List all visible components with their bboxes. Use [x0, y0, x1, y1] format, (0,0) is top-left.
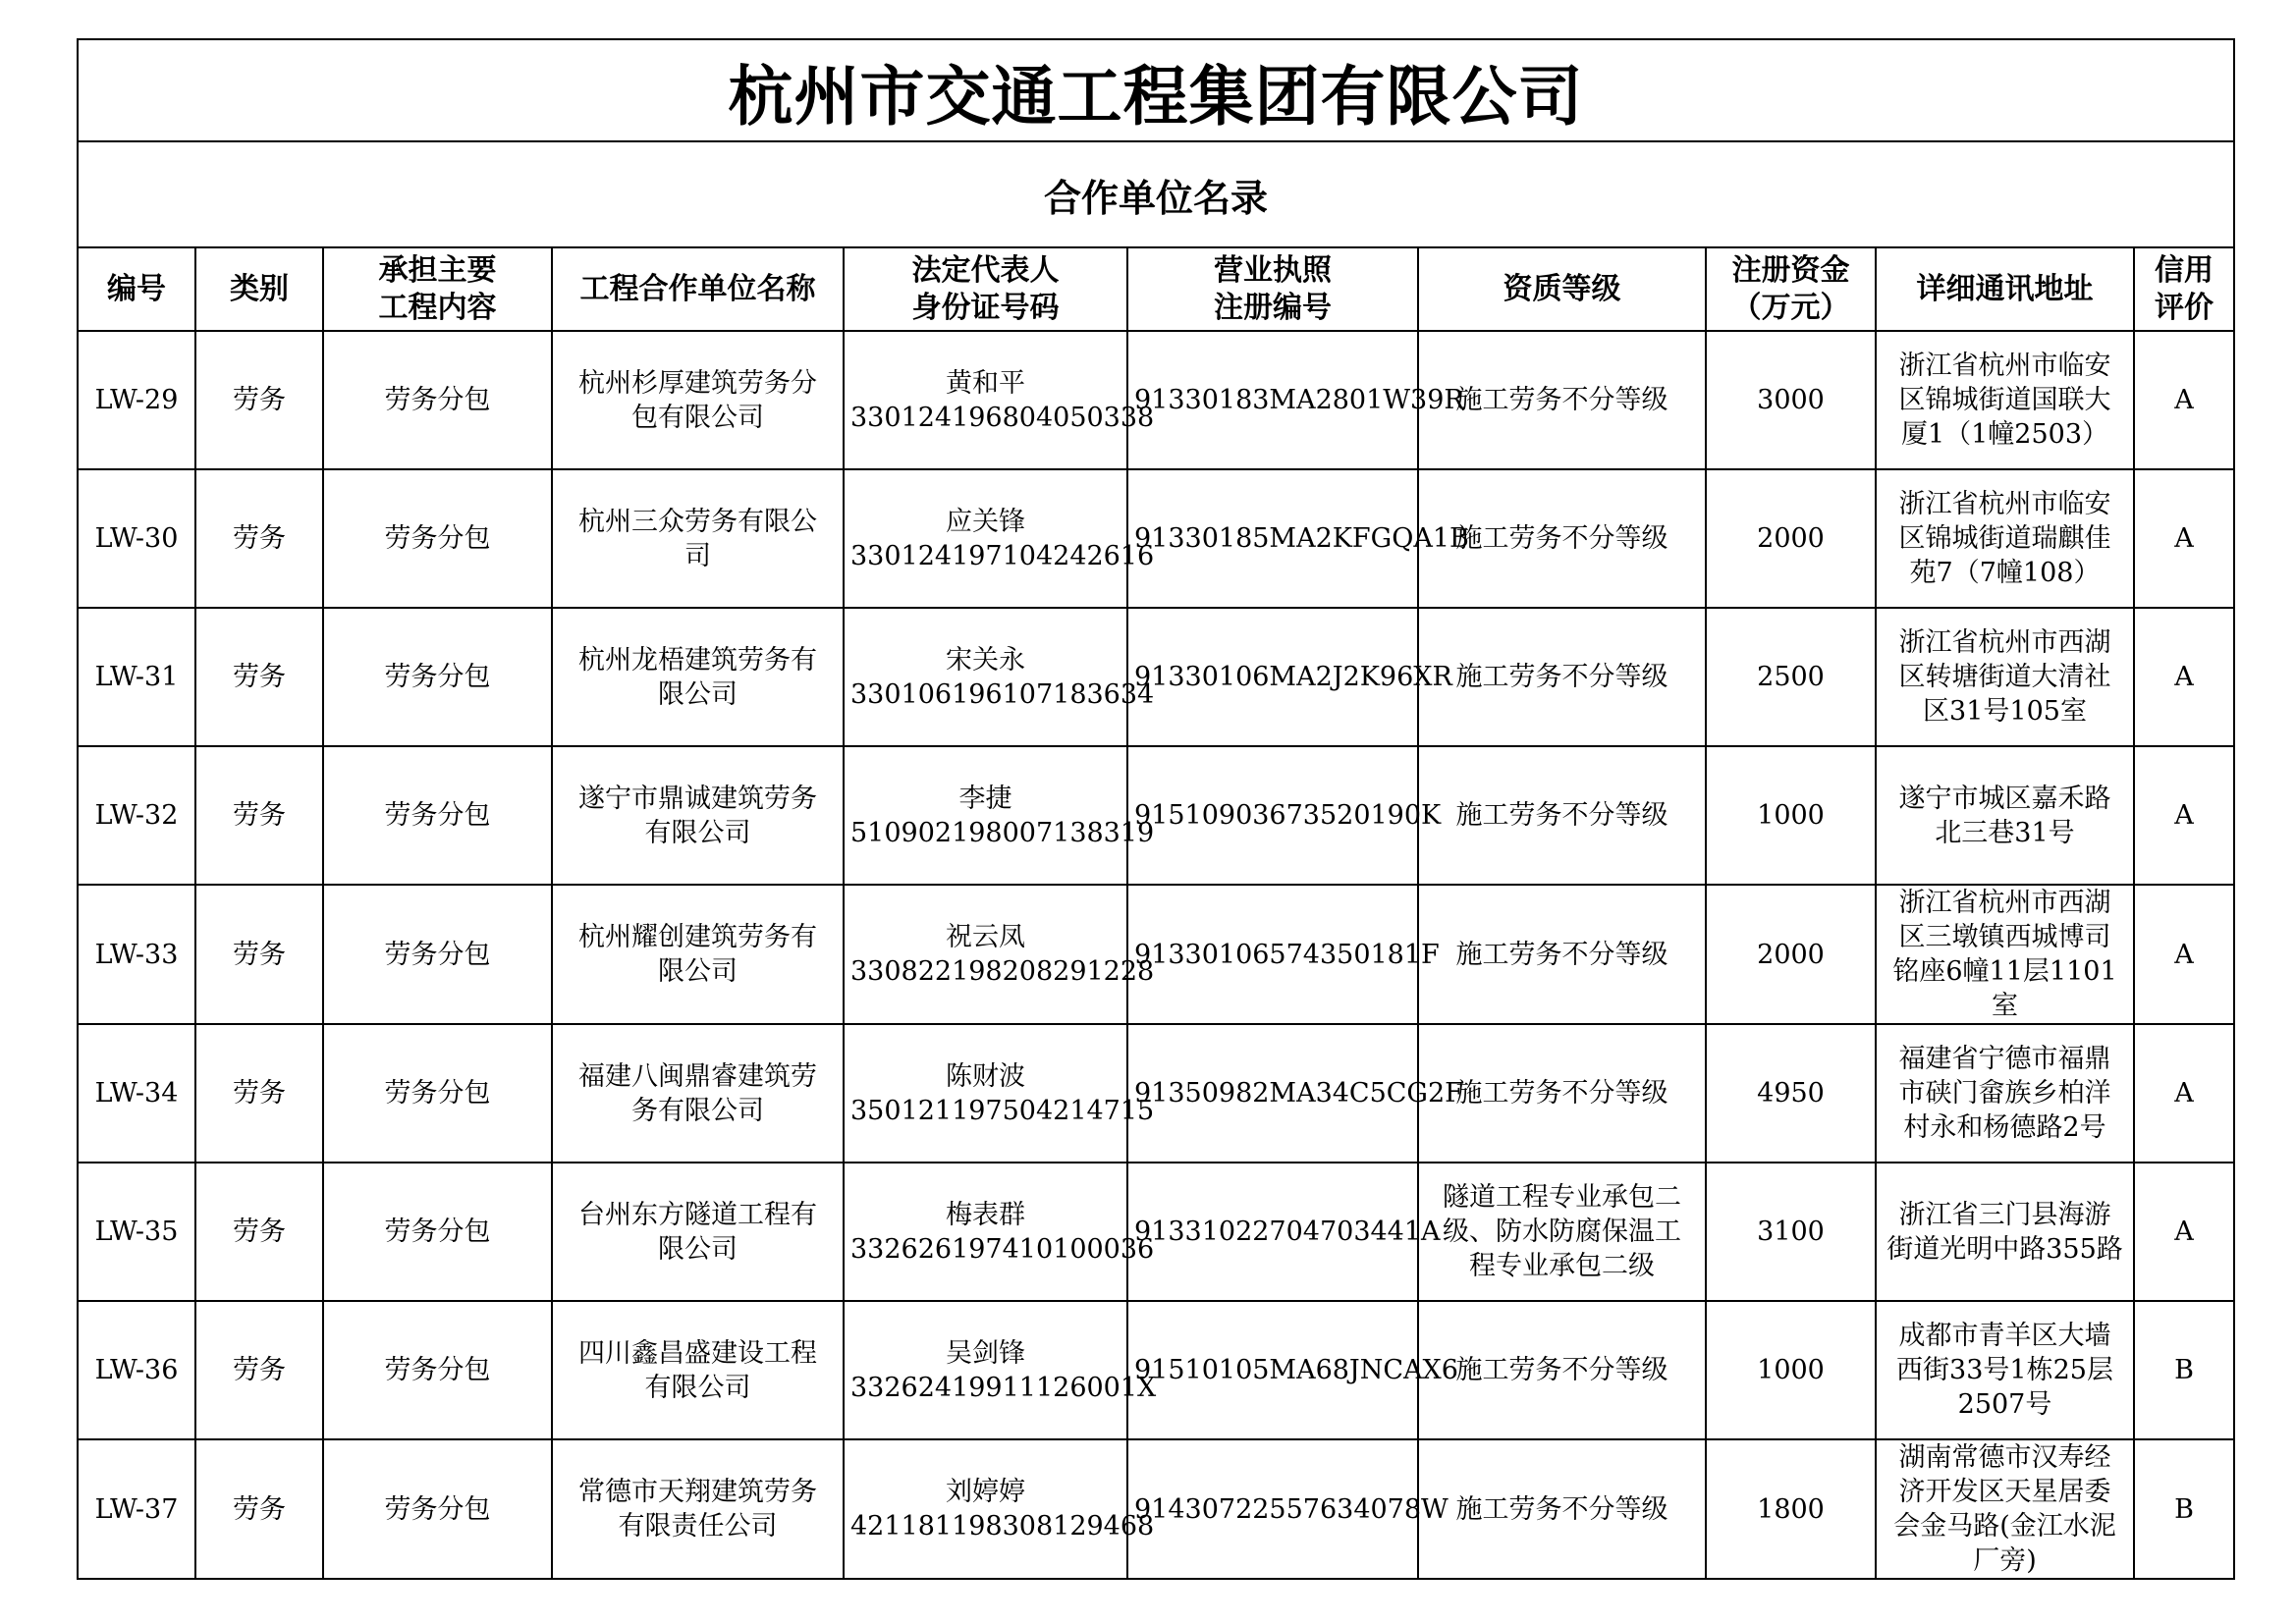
cell-credit: A	[2134, 885, 2234, 1024]
cell-address-line: 区三墩镇西城博司	[1898, 922, 2111, 952]
cell-qualification-line: 隧道工程专业承包二	[1443, 1182, 1681, 1213]
cell-credit: A	[2134, 608, 2234, 746]
cell-scope: 劳务分包	[323, 1301, 552, 1439]
cell-company-name-line: 包有限公司	[631, 402, 764, 433]
cell-legal-rep	[844, 331, 1155, 469]
cell-address	[1876, 331, 2134, 469]
legal-rep-id: 33262419911126001X	[850, 1372, 1157, 1403]
cell-category: 劳务	[195, 331, 323, 469]
cell-address-line: 铭座6幢11层1101室	[1892, 956, 2117, 1021]
cell-company-name	[552, 885, 844, 1024]
cell-credit: B	[2134, 1301, 2234, 1439]
legal-rep-id: 330124196804050338	[850, 402, 1155, 433]
cell-address-line: 湖南常德市汉寿经	[1898, 1442, 2111, 1473]
cell-company-name-line: 四川鑫昌盛建设工程	[578, 1337, 817, 1369]
header-col-credit	[2134, 247, 2234, 331]
cell-license: 91330106574350181F	[1127, 885, 1418, 1024]
cell-category: 劳务	[195, 1301, 323, 1439]
header-col-address-line: 详细通讯地址	[1916, 271, 2094, 306]
legal-rep-name: 刘婷婷	[946, 1477, 1025, 1507]
cell-legal-rep	[844, 1163, 1155, 1301]
cell-company-name-line: 杭州耀创建筑劳务有	[578, 922, 817, 952]
cell-category: 劳务	[195, 469, 323, 608]
cell-address-line: 厂旁)	[1973, 1545, 2037, 1576]
legal-rep-name: 宋关永	[946, 644, 1025, 676]
cell-company-name	[552, 1024, 844, 1163]
cell-address-line: 区31号105室	[1923, 696, 2087, 727]
cell-company-name-line: 有限公司	[644, 1372, 751, 1403]
cell-company-name	[552, 746, 844, 885]
cell-scope: 劳务分包	[323, 608, 552, 746]
cell-company-name	[552, 1163, 844, 1301]
cell-address-line: 市硖门畲族乡柏洋	[1898, 1078, 2111, 1109]
cell-address-line: 浙江省杭州市西湖	[1898, 888, 2111, 918]
cell-qualification-line: 施工劳务不分等级	[1455, 1078, 1668, 1109]
cell-qualification	[1418, 1301, 1706, 1439]
cell-qualification-line: 施工劳务不分等级	[1455, 800, 1668, 831]
page-subtitle: 合作单位名录	[78, 141, 2234, 247]
cell-address-line: 西街33号1栋25层	[1896, 1355, 2113, 1385]
header-col-legal-rep-line: 法定代表人	[911, 252, 1060, 288]
cell-capital: 2500	[1706, 608, 1876, 746]
cell-number: LW-29	[78, 331, 195, 469]
cell-company-name-line: 福建八闽鼎睿建筑劳	[578, 1060, 817, 1092]
cell-company-name-line: 台州东方隧道工程有	[578, 1199, 817, 1230]
cell-capital: 2000	[1706, 885, 1876, 1024]
table-row	[78, 1163, 2234, 1301]
cell-company-name-line: 杭州杉厚建筑劳务分	[578, 367, 817, 399]
cell-address	[1876, 1301, 2134, 1439]
cell-qualification	[1418, 469, 1706, 608]
header-col-company-name	[552, 247, 844, 331]
cell-license: 91350982MA34C5CG2F	[1127, 1024, 1418, 1163]
cell-address	[1876, 1024, 2134, 1163]
cell-qualification	[1418, 746, 1706, 885]
header-col-scope	[323, 247, 552, 331]
legal-rep-id: 330822198208291228	[850, 956, 1155, 987]
header-col-license-line: 营业执照	[1214, 252, 1332, 288]
cell-company-name	[552, 608, 844, 746]
header-col-license-line: 注册编号	[1214, 290, 1332, 325]
header-col-category-line: 类别	[230, 271, 289, 306]
legal-rep-name: 应关锋	[946, 506, 1025, 537]
cell-address-line: 浙江省三门县海游	[1898, 1199, 2111, 1230]
table-row	[78, 1301, 2234, 1439]
legal-rep-name: 李捷	[958, 783, 1012, 814]
cell-address-line: 苑7（7幢108）	[1909, 558, 2101, 588]
cell-qualification-line: 施工劳务不分等级	[1455, 662, 1668, 692]
cell-company-name-line: 杭州三众劳务有限公	[578, 506, 817, 537]
table-row	[78, 608, 2234, 746]
cell-qualification-line: 施工劳务不分等级	[1455, 385, 1668, 415]
cell-qualification	[1418, 885, 1706, 1024]
cell-license: 91510903673520190K	[1127, 746, 1418, 885]
legal-rep-id: 510902198007138319	[850, 817, 1155, 848]
cell-capital: 1000	[1706, 1301, 1876, 1439]
cell-number: LW-35	[78, 1163, 195, 1301]
cell-address-line: 村永和杨德路2号	[1903, 1112, 2106, 1143]
header-col-qualification-line: 资质等级	[1503, 271, 1621, 306]
header-col-number	[78, 247, 195, 331]
cell-qualification	[1418, 1439, 1706, 1579]
cell-qualification-line: 施工劳务不分等级	[1455, 1493, 1668, 1525]
header-col-scope-line: 工程内容	[378, 290, 497, 325]
page-title: 杭州市交通工程集团有限公司	[78, 39, 2234, 141]
cell-category: 劳务	[195, 1163, 323, 1301]
cell-number: LW-32	[78, 746, 195, 885]
cell-company-name-line: 司	[684, 540, 711, 571]
cell-company-name-line: 遂宁市鼎诚建筑劳务	[578, 783, 817, 814]
cell-capital: 3100	[1706, 1163, 1876, 1301]
cell-number: LW-33	[78, 885, 195, 1024]
cell-category: 劳务	[195, 1024, 323, 1163]
table-row	[78, 1024, 2234, 1163]
header-col-address	[1876, 247, 2134, 331]
cell-company-name-line: 杭州龙梧建筑劳务有	[578, 644, 817, 676]
cell-qualification	[1418, 331, 1706, 469]
cell-license: 91331022704703441A	[1127, 1163, 1418, 1301]
header-col-number-line: 编号	[107, 271, 166, 306]
table-row	[78, 469, 2234, 608]
cell-category: 劳务	[195, 885, 323, 1024]
cell-license: 91510105MA68JNCAX6	[1127, 1301, 1418, 1439]
legal-rep-name: 祝云凤	[946, 922, 1025, 952]
cell-capital: 3000	[1706, 331, 1876, 469]
cell-address-line: 成都市青羊区大墙	[1898, 1321, 2111, 1351]
cell-address-line: 浙江省杭州市临安	[1898, 351, 2111, 381]
cell-credit: A	[2134, 331, 2234, 469]
cell-address-line: 会金马路(金江水泥	[1893, 1511, 2116, 1542]
table-header-row	[78, 247, 2234, 331]
legal-rep-name: 黄和平	[946, 367, 1025, 399]
cell-address-line: 厦1（1幢2503）	[1900, 419, 2109, 450]
cell-address-line: 浙江省杭州市临安	[1898, 489, 2111, 519]
cell-credit: B	[2134, 1439, 2234, 1579]
legal-rep-id: 332626197410100036	[850, 1233, 1155, 1265]
cell-scope: 劳务分包	[323, 331, 552, 469]
table-row	[78, 331, 2234, 469]
cell-capital: 4950	[1706, 1024, 1876, 1163]
cell-scope: 劳务分包	[323, 746, 552, 885]
header-col-category	[195, 247, 323, 331]
cell-address-line: 浙江省杭州市西湖	[1898, 627, 2111, 658]
legal-rep-id: 330124197104242616	[850, 540, 1155, 571]
cell-company-name-line: 限公司	[658, 1233, 738, 1265]
header-col-credit-line: 信用	[2155, 252, 2214, 288]
cell-scope: 劳务分包	[323, 1024, 552, 1163]
header-col-company-name-line: 工程合作单位名称	[579, 271, 816, 306]
header-col-legal-rep	[844, 247, 1127, 331]
cell-legal-rep	[844, 1439, 1155, 1579]
header-col-credit-line: 评价	[2155, 290, 2214, 325]
cell-address-line: 遂宁市城区嘉禾路	[1898, 783, 2111, 814]
cell-license: 91430722557634078W	[1127, 1439, 1418, 1579]
legal-rep-name: 陈财波	[946, 1060, 1025, 1092]
cell-qualification	[1418, 1024, 1706, 1163]
cell-credit: A	[2134, 469, 2234, 608]
legal-rep-name: 吴剑锋	[946, 1337, 1025, 1369]
cell-legal-rep	[844, 885, 1155, 1024]
cell-category: 劳务	[195, 608, 323, 746]
cell-capital: 2000	[1706, 469, 1876, 608]
cell-credit: A	[2134, 1163, 2234, 1301]
cell-legal-rep	[844, 469, 1155, 608]
cell-address	[1876, 608, 2134, 746]
cell-address-line: 济开发区天星居委	[1898, 1477, 2111, 1507]
header-col-capital	[1706, 247, 1876, 331]
cell-address	[1876, 885, 2134, 1024]
cell-scope: 劳务分包	[323, 469, 552, 608]
cell-company-name-line: 限公司	[658, 678, 738, 710]
document-sheet	[77, 38, 2233, 1580]
header-col-license	[1127, 247, 1418, 331]
cell-number: LW-36	[78, 1301, 195, 1439]
cell-qualification-line: 施工劳务不分等级	[1455, 523, 1668, 554]
cell-address-line: 2507号	[1957, 1389, 2052, 1420]
cell-company-name	[552, 331, 844, 469]
cell-qualification-line: 程专业承包二级	[1469, 1251, 1655, 1281]
cell-address	[1876, 746, 2134, 885]
table-row	[78, 1439, 2234, 1579]
cell-scope: 劳务分包	[323, 885, 552, 1024]
cell-number: LW-31	[78, 608, 195, 746]
cell-credit: A	[2134, 1024, 2234, 1163]
cell-capital: 1800	[1706, 1439, 1876, 1579]
cell-legal-rep	[844, 608, 1155, 746]
cell-address	[1876, 469, 2134, 608]
cell-address-line: 北三巷31号	[1935, 817, 2075, 848]
header-col-capital-line: （万元）	[1731, 290, 1850, 325]
cell-address-line: 福建省宁德市福鼎	[1898, 1044, 2111, 1074]
header-col-qualification	[1418, 247, 1706, 331]
cell-credit: A	[2134, 746, 2234, 885]
cell-company-name	[552, 1439, 844, 1579]
cell-company-name-line: 限公司	[658, 956, 738, 987]
cell-company-name	[552, 469, 844, 608]
legal-rep-id: 350121197504214715	[850, 1095, 1155, 1126]
cell-category: 劳务	[195, 746, 323, 885]
cell-qualification	[1418, 608, 1706, 746]
cell-qualification	[1418, 1163, 1706, 1301]
header-col-capital-line: 注册资金	[1731, 252, 1850, 288]
cell-legal-rep	[844, 1301, 1157, 1439]
cell-license: 91330185MA2KFGQA1B	[1127, 469, 1418, 608]
table-row	[78, 885, 2234, 1024]
legal-rep-id: 421181198308129468	[850, 1511, 1155, 1542]
cell-number: LW-30	[78, 469, 195, 608]
cell-address-line: 街道光明中路355路	[1886, 1233, 2123, 1265]
cell-company-name-line: 务有限公司	[631, 1095, 764, 1126]
legal-rep-name: 梅表群	[946, 1199, 1025, 1230]
cell-address-line: 区转塘街道大清社	[1898, 662, 2111, 692]
cell-capital: 1000	[1706, 746, 1876, 885]
cell-legal-rep	[844, 1024, 1155, 1163]
cell-legal-rep	[844, 746, 1155, 885]
cell-address	[1876, 1439, 2134, 1579]
cell-qualification-line: 级、防水防腐保温工	[1443, 1217, 1681, 1247]
table-row	[78, 746, 2234, 885]
cell-company-name-line: 有限责任公司	[618, 1511, 778, 1542]
cell-address	[1876, 1163, 2134, 1301]
cell-qualification-line: 施工劳务不分等级	[1455, 939, 1668, 970]
cell-company-name-line: 有限公司	[644, 817, 751, 848]
cell-company-name-line: 常德市天翔建筑劳务	[578, 1477, 817, 1507]
cell-address-line: 区锦城街道瑞麒佳	[1898, 523, 2111, 554]
cell-number: LW-34	[78, 1024, 195, 1163]
cell-qualification-line: 施工劳务不分等级	[1455, 1355, 1668, 1385]
cell-company-name	[552, 1301, 844, 1439]
cell-number: LW-37	[78, 1439, 195, 1579]
header-col-legal-rep-line: 身份证号码	[911, 290, 1060, 325]
legal-rep-id: 330106196107183634	[850, 678, 1155, 710]
header-col-scope-line: 承担主要	[378, 252, 497, 288]
cell-license: 91330106MA2J2K96XR	[1127, 608, 1418, 746]
cell-license: 91330183MA2801W39R	[1127, 331, 1418, 469]
cell-scope: 劳务分包	[323, 1439, 552, 1579]
cell-address-line: 区锦城街道国联大	[1898, 385, 2111, 415]
cell-scope: 劳务分包	[323, 1163, 552, 1301]
cell-category: 劳务	[195, 1439, 323, 1579]
partner-table	[77, 38, 2235, 1580]
